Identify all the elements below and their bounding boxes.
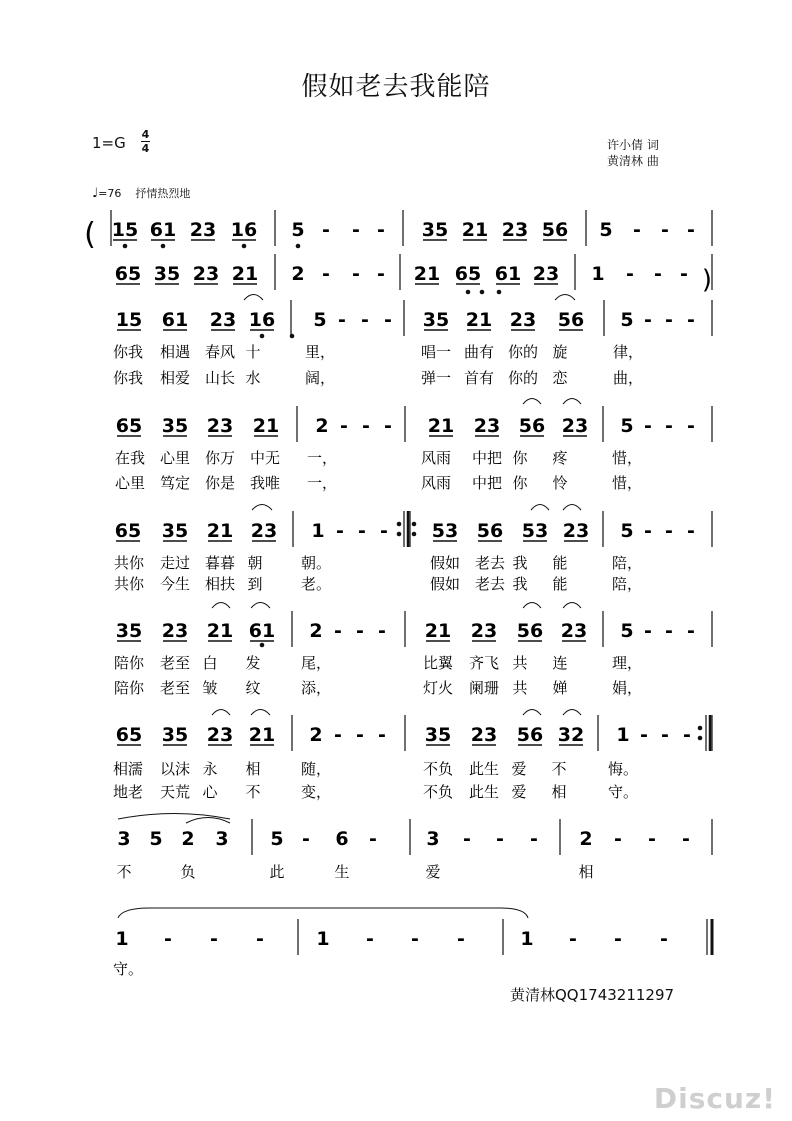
dash-extension: - — [302, 828, 310, 850]
lyric: 灯火 — [422, 679, 454, 697]
lyric: 相濡 — [112, 760, 144, 778]
lyric: 你万 — [204, 449, 236, 467]
lyric: 你我 — [112, 343, 144, 361]
dash-extension: - — [687, 415, 695, 437]
dash-extension: - — [380, 520, 388, 542]
slur — [212, 603, 230, 609]
lyric: 爱 — [511, 783, 527, 801]
note: 1 — [616, 724, 630, 746]
note: 1 — [115, 928, 129, 950]
note: 6 — [335, 828, 349, 850]
lyric: 朝 — [247, 554, 263, 572]
note: 53 — [521, 520, 549, 542]
note: 21 — [413, 263, 441, 285]
note: 2 — [579, 828, 593, 850]
note: 5 — [149, 828, 163, 850]
slur — [186, 818, 230, 824]
note: 21 — [231, 263, 259, 285]
dash-extension: - — [687, 309, 695, 331]
note: 21 — [461, 219, 489, 241]
long-tie — [118, 908, 528, 918]
note: 61 — [161, 309, 189, 331]
dash-extension: - — [411, 928, 419, 950]
lyric: 不 — [245, 783, 261, 801]
note: 1 — [316, 928, 330, 950]
slur — [555, 295, 575, 301]
slur — [523, 399, 541, 405]
note: 15 — [115, 309, 143, 331]
lyric: 十 — [245, 343, 261, 361]
lyric: 唱一 — [420, 343, 452, 361]
lyric: 惜， — [611, 474, 643, 492]
dash-extension: - — [683, 724, 691, 746]
note: 35 — [115, 620, 143, 642]
lyric: 尾， — [300, 654, 332, 672]
note: 56 — [557, 309, 585, 331]
note: 3 — [117, 828, 131, 850]
dash-extension: - — [660, 928, 668, 950]
slur — [212, 710, 230, 716]
lyric: 共你 — [113, 575, 145, 593]
dash-extension: - — [626, 263, 634, 285]
lyric: 曲有 — [463, 343, 495, 361]
note: 1 — [520, 928, 534, 950]
slur — [563, 710, 581, 716]
dash-extension: - — [164, 928, 172, 950]
lyric: 怜 — [552, 474, 568, 492]
repeat-dot — [698, 736, 703, 741]
lyric: 陪你 — [113, 654, 145, 672]
dash-extension: - — [358, 520, 366, 542]
lyric: 不负 — [422, 760, 454, 778]
low-octave-dot — [161, 244, 166, 249]
dash-extension: - — [377, 263, 385, 285]
lyric: 不 — [116, 863, 132, 881]
time-signature-bottom: 4 — [141, 142, 150, 155]
note: 21 — [248, 724, 276, 746]
dash-extension: - — [336, 520, 344, 542]
lyric: 中把 — [471, 474, 503, 492]
lyric: 中把 — [471, 449, 503, 467]
note: 23 — [532, 263, 560, 285]
lyric: 你我 — [112, 369, 144, 387]
lyric: 以沫 — [159, 760, 191, 778]
key-signature: 1=G — [92, 134, 126, 152]
composer-credit: 黄清林 曲 — [607, 154, 659, 168]
dash-extension: - — [648, 828, 656, 850]
lyric: 阔， — [304, 369, 336, 387]
lyric: 老至 — [159, 654, 191, 672]
lyric: 不 — [551, 760, 567, 778]
note: 61 — [248, 620, 276, 642]
lyric: 添， — [300, 679, 332, 697]
repeat-open-paren: ( — [84, 217, 96, 252]
note: 5 — [599, 219, 613, 241]
lyric: 心 — [202, 783, 218, 801]
time-signature-top: 4 — [141, 128, 150, 141]
dash-extension: - — [614, 828, 622, 850]
lyric: 你是 — [204, 474, 236, 492]
note: 23 — [560, 620, 588, 642]
dash-extension: - — [661, 724, 669, 746]
dash-extension: - — [210, 928, 218, 950]
lyric: 风雨 — [420, 449, 452, 467]
lyric: 山长 — [204, 369, 236, 387]
dash-extension: - — [377, 219, 385, 241]
lyric: 里， — [304, 343, 336, 361]
note: 23 — [509, 309, 537, 331]
slur — [251, 603, 270, 609]
lyric: 一， — [306, 474, 338, 492]
dash-extension: - — [644, 415, 652, 437]
note: 2 — [309, 620, 323, 642]
lyric: 我 — [512, 575, 528, 593]
lyric: 齐飞 — [468, 654, 500, 672]
note: 21 — [206, 620, 234, 642]
lyric: 天荒 — [159, 783, 191, 801]
lyric: 变， — [300, 783, 332, 801]
dash-extension: - — [378, 724, 386, 746]
lyric: 律， — [612, 343, 644, 361]
dash-extension: - — [338, 309, 346, 331]
note: 5 — [620, 520, 634, 542]
lyric: 娟， — [611, 679, 643, 697]
dash-extension: - — [665, 620, 673, 642]
lyric: 地老 — [112, 783, 144, 801]
lyric: 皱 — [202, 679, 218, 697]
note: 23 — [206, 415, 234, 437]
lyric: 惜， — [611, 449, 643, 467]
lyric: 弹一 — [420, 369, 452, 387]
dash-extension: - — [665, 520, 673, 542]
slur — [531, 505, 549, 511]
note: 23 — [473, 415, 501, 437]
note: 35 — [421, 219, 449, 241]
lyric: 风雨 — [420, 474, 452, 492]
note: 21 — [252, 415, 280, 437]
note: 35 — [161, 520, 189, 542]
slur — [252, 505, 272, 511]
note: 56 — [518, 415, 546, 437]
tempo-value: =76 — [98, 187, 122, 200]
dash-extension: - — [530, 828, 538, 850]
note: 65 — [454, 263, 482, 285]
note: 16 — [230, 219, 258, 241]
note: 35 — [161, 724, 189, 746]
note: 35 — [422, 309, 450, 331]
lyric: 共 — [512, 679, 528, 697]
lyric: 笃定 — [159, 474, 191, 492]
note: 65 — [115, 724, 143, 746]
dash-extension: - — [644, 620, 652, 642]
footer-credit: 黄清林QQ1743211297 — [510, 986, 675, 1004]
lyric: 负 — [180, 863, 196, 881]
lyric: 相 — [578, 863, 594, 881]
dash-extension: - — [654, 263, 662, 285]
note: 21 — [427, 415, 455, 437]
dash-extension: - — [356, 620, 364, 642]
note: 5 — [270, 828, 284, 850]
lyric: 相爱 — [159, 369, 191, 387]
dash-extension: - — [356, 724, 364, 746]
note: 2 — [291, 263, 305, 285]
lyric: 随， — [300, 760, 332, 778]
dash-extension: - — [322, 219, 330, 241]
lyric: 悔。 — [607, 760, 639, 778]
lyric: 能 — [552, 554, 568, 572]
note: 35 — [153, 263, 181, 285]
note: 23 — [206, 724, 234, 746]
slur — [523, 710, 541, 716]
note: 1 — [311, 520, 325, 542]
note: 1 — [591, 263, 605, 285]
expression-marking: 抒情热烈地 — [135, 187, 191, 200]
dash-extension: - — [687, 620, 695, 642]
note: 23 — [250, 520, 278, 542]
lyric: 老。 — [300, 575, 332, 593]
note: 65 — [115, 415, 143, 437]
note: 23 — [161, 620, 189, 642]
dash-extension: - — [369, 828, 377, 850]
dash-extension: - — [384, 309, 392, 331]
lyric: 心里 — [114, 474, 146, 492]
lyric: 假如 — [429, 554, 461, 572]
low-octave-dot — [290, 334, 295, 339]
note: 23 — [209, 309, 237, 331]
low-octave-dot — [260, 643, 265, 648]
dash-extension: - — [569, 928, 577, 950]
lyric: 共 — [512, 654, 528, 672]
dash-extension: - — [665, 415, 673, 437]
slur — [563, 505, 581, 511]
dash-extension: - — [256, 928, 264, 950]
note: 23 — [562, 520, 590, 542]
lyric: 能 — [552, 575, 568, 593]
slur — [244, 295, 263, 301]
dash-extension: - — [633, 219, 641, 241]
lyric: 我唯 — [249, 474, 281, 492]
lyric: 朝。 — [300, 554, 332, 572]
note: 35 — [161, 415, 189, 437]
lyric: 永 — [202, 760, 218, 778]
note: 5 — [620, 620, 634, 642]
dash-extension: - — [378, 620, 386, 642]
lyric: 首有 — [463, 369, 495, 387]
lyric: 你的 — [507, 343, 539, 361]
lyric: 走过 — [159, 554, 191, 572]
dash-extension: - — [457, 928, 465, 950]
repeat-close-paren: ) — [701, 265, 713, 295]
low-octave-dot — [466, 290, 471, 295]
note: 56 — [476, 520, 504, 542]
dash-extension: - — [463, 828, 471, 850]
lyric: 发 — [245, 654, 261, 672]
note: 23 — [561, 415, 589, 437]
dash-extension: - — [680, 263, 688, 285]
lyric: 暮暮 — [204, 554, 236, 572]
lyric: 连 — [552, 654, 568, 672]
dash-extension: - — [340, 415, 348, 437]
lyric: 疼 — [552, 449, 568, 467]
note: 53 — [431, 520, 459, 542]
dash-extension: - — [644, 520, 652, 542]
lyric: 到 — [247, 575, 263, 593]
note: 5 — [291, 219, 305, 241]
note: 65 — [114, 263, 142, 285]
lyric: 春风 — [204, 343, 236, 361]
low-octave-dot — [242, 244, 247, 249]
lyric: 此生 — [468, 783, 500, 801]
dash-extension: - — [384, 415, 392, 437]
note: 35 — [424, 724, 452, 746]
lyric: 守。 — [112, 960, 144, 978]
song-title: 假如老去我能陪 — [301, 72, 491, 102]
note: 21 — [206, 520, 234, 542]
repeat-dot — [412, 532, 417, 537]
dash-extension: - — [362, 415, 370, 437]
slur — [523, 603, 541, 609]
note: 23 — [470, 724, 498, 746]
lyric: 心里 — [159, 449, 191, 467]
lyric: 比翼 — [422, 654, 454, 672]
lyricist-credit: 许小倩 词 — [607, 138, 659, 152]
note: 56 — [516, 620, 544, 642]
lyric: 老去 — [474, 575, 506, 593]
repeat-dot — [412, 522, 417, 527]
lyric: 今生 — [159, 575, 191, 593]
note: 5 — [620, 415, 634, 437]
lyric: 陪， — [611, 554, 643, 572]
low-octave-dot — [296, 244, 301, 249]
lyric: 阑珊 — [468, 679, 500, 697]
note: 21 — [424, 620, 452, 642]
lyric: 纹 — [245, 679, 261, 697]
lyric: 你 — [512, 449, 528, 467]
dash-extension: - — [361, 309, 369, 331]
dash-extension: - — [640, 724, 648, 746]
note: 23 — [501, 219, 529, 241]
watermark: Discuz! — [653, 1082, 776, 1115]
dash-extension: - — [334, 620, 342, 642]
dash-extension: - — [665, 309, 673, 331]
lyric: 水 — [245, 369, 261, 387]
lyric: 不负 — [422, 783, 454, 801]
repeat-dot — [397, 522, 402, 527]
dash-extension: - — [682, 828, 690, 850]
lyric: 爱 — [511, 760, 527, 778]
lyric: 曲， — [612, 369, 644, 387]
dash-extension: - — [334, 724, 342, 746]
lyric: 共你 — [113, 554, 145, 572]
note: 21 — [465, 309, 493, 331]
lyric: 生 — [334, 863, 350, 881]
dash-extension: - — [687, 219, 695, 241]
note: 2 — [181, 828, 195, 850]
lyric: 相 — [551, 783, 567, 801]
dash-extension: - — [644, 309, 652, 331]
lyric: 我 — [512, 554, 528, 572]
note: 23 — [470, 620, 498, 642]
lyric: 陪， — [611, 575, 643, 593]
lyric: 相扶 — [204, 575, 236, 593]
repeat-dot — [698, 726, 703, 731]
low-octave-dot — [260, 334, 265, 339]
lyric: 相遇 — [159, 343, 191, 361]
lyric: 你的 — [507, 369, 539, 387]
lyric: 旋 — [552, 343, 568, 361]
dash-extension: - — [352, 263, 360, 285]
dash-extension: - — [366, 928, 374, 950]
lyric: 守。 — [607, 783, 639, 801]
lyric: 婵 — [552, 679, 568, 697]
note: 5 — [313, 309, 327, 331]
slur — [563, 603, 581, 609]
lyric: 此 — [269, 863, 285, 881]
lyric: 中无 — [249, 449, 281, 467]
lyric: 陪你 — [113, 679, 145, 697]
note: 65 — [114, 520, 142, 542]
note: 61 — [149, 219, 177, 241]
lyric: 白 — [202, 654, 218, 672]
note: 23 — [192, 263, 220, 285]
lyric: 相 — [245, 760, 261, 778]
lyric: 假如 — [429, 575, 461, 593]
slur — [251, 710, 270, 716]
low-octave-dot — [480, 290, 485, 295]
note: 56 — [541, 219, 569, 241]
note: 3 — [215, 828, 229, 850]
note: 16 — [248, 309, 276, 331]
note: 3 — [426, 828, 440, 850]
lyric: 老去 — [474, 554, 506, 572]
lyric: 此生 — [468, 760, 500, 778]
note: 61 — [494, 263, 522, 285]
note: 15 — [111, 219, 139, 241]
note: 2 — [309, 724, 323, 746]
dash-extension: - — [687, 520, 695, 542]
lyric: 一， — [306, 449, 338, 467]
dash-extension: - — [614, 928, 622, 950]
lyric: 恋 — [552, 369, 568, 387]
note: 56 — [516, 724, 544, 746]
lyric: 你 — [512, 474, 528, 492]
dash-extension: - — [496, 828, 504, 850]
note: 2 — [315, 415, 329, 437]
quarter-note-icon: ♩ — [92, 186, 99, 201]
lyric: 老至 — [159, 679, 191, 697]
slur — [563, 399, 581, 405]
repeat-dot — [397, 532, 402, 537]
note: 23 — [189, 219, 217, 241]
dash-extension: - — [322, 263, 330, 285]
note: 5 — [620, 309, 634, 331]
note: 32 — [557, 724, 585, 746]
dash-extension: - — [352, 219, 360, 241]
lyric: 爱 — [425, 863, 441, 881]
low-octave-dot — [497, 290, 502, 295]
lyric: 在我 — [114, 449, 146, 467]
low-octave-dot — [123, 244, 128, 249]
lyric: 理， — [611, 654, 643, 672]
dash-extension: - — [661, 219, 669, 241]
